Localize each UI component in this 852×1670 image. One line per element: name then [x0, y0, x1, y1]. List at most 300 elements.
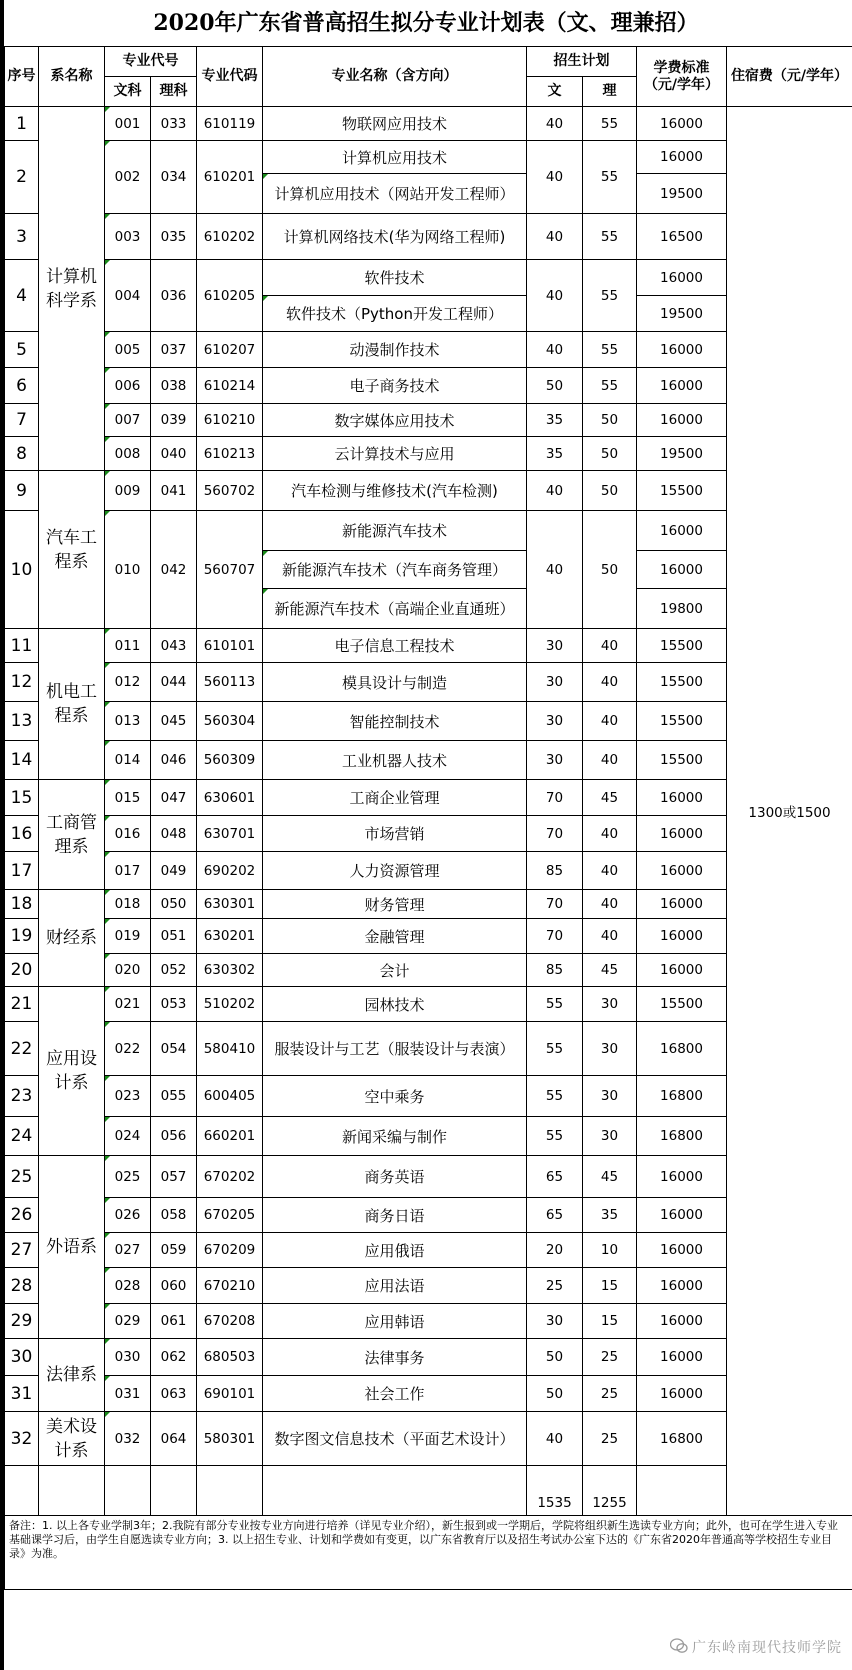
plan-science: 55	[583, 214, 637, 260]
table-row	[5, 702, 852, 741]
major-code: 610119	[197, 107, 263, 141]
science-code: 039	[151, 404, 197, 437]
arts-code: 017	[105, 852, 151, 890]
tuition-fee: 16000	[637, 551, 727, 589]
plan-arts: 40	[527, 471, 583, 511]
plan-science: 55	[583, 141, 637, 214]
plan-arts: 85	[527, 852, 583, 890]
tuition-fee: 16000	[637, 780, 727, 816]
plan-arts: 25	[527, 1268, 583, 1304]
tuition-fee: 16000	[637, 852, 727, 890]
header-tuition: 学费标准（元/学年）	[637, 47, 727, 107]
header-arts: 文科	[105, 77, 151, 107]
tuition-fee: 16000	[637, 919, 727, 954]
plan-science: 30	[583, 1022, 637, 1076]
major-name: 云计算技术与应用	[263, 437, 527, 471]
row-number: 8	[5, 437, 39, 471]
table-row	[5, 663, 852, 702]
tuition-fee: 16800	[637, 1076, 727, 1117]
major-name: 应用俄语	[263, 1233, 527, 1268]
arts-code: 010	[105, 511, 151, 629]
table-row	[5, 780, 852, 816]
tuition-fee: 16000	[637, 141, 727, 174]
header-code-group: 专业代号	[105, 47, 197, 77]
table-row	[5, 1117, 852, 1156]
plan-arts: 70	[527, 890, 583, 919]
empty-cell	[151, 1466, 197, 1516]
department-name: 工商管理系	[39, 780, 105, 890]
plan-science: 50	[583, 511, 637, 629]
major-code: 560309	[197, 741, 263, 780]
science-code: 056	[151, 1117, 197, 1156]
major-code: 610201	[197, 141, 263, 214]
table-row	[5, 107, 852, 141]
row-number: 23	[5, 1076, 39, 1117]
table-row	[5, 437, 852, 471]
row-number: 16	[5, 816, 39, 852]
empty-cell	[105, 1466, 151, 1516]
science-code: 047	[151, 780, 197, 816]
science-code: 049	[151, 852, 197, 890]
dorm-fee: 1300或1500	[727, 107, 852, 1516]
major-name: 新闻采编与制作	[263, 1117, 527, 1156]
tuition-fee: 15500	[637, 471, 727, 511]
plan-arts: 65	[527, 1198, 583, 1233]
major-code: 660201	[197, 1117, 263, 1156]
tuition-fee: 16000	[637, 1339, 727, 1376]
science-code: 059	[151, 1233, 197, 1268]
arts-code: 013	[105, 702, 151, 741]
plan-science: 25	[583, 1339, 637, 1376]
footnote: 备注：1. 以上各专业学制3年；2.我院有部分专业按专业方向进行培养（详见专业介绍），新生报到或一学期后，学院将组织新生选读专业方向；此外，也可在学生进入专业基础课学习后，由学生自愿选读专业方向；3. 以上招生专业、计划和学费如有变更，以广东省教育厅以及招生考试办公室下达的《广东省2020年普通高等学校招生专业目录》为准。	[5, 1516, 852, 1590]
major-code: 600405	[197, 1076, 263, 1117]
arts-code: 004	[105, 260, 151, 332]
plan-arts: 65	[527, 1156, 583, 1198]
major-name: 新能源汽车技术（汽车商务管理）	[263, 551, 527, 589]
table-row	[5, 1198, 852, 1233]
tuition-fee: 16000	[637, 1376, 727, 1412]
major-name: 园林技术	[263, 987, 527, 1022]
row-number: 32	[5, 1412, 39, 1466]
science-code: 064	[151, 1412, 197, 1466]
wechat-icon	[670, 1638, 688, 1658]
row-number: 4	[5, 260, 39, 332]
plan-science: 40	[583, 741, 637, 780]
major-code: 560707	[197, 511, 263, 629]
plan-arts: 85	[527, 954, 583, 987]
tuition-fee: 19800	[637, 589, 727, 629]
plan-science: 40	[583, 816, 637, 852]
major-name: 工业机器人技术	[263, 741, 527, 780]
plan-science: 10	[583, 1233, 637, 1268]
arts-code: 003	[105, 214, 151, 260]
arts-code: 025	[105, 1156, 151, 1198]
major-name: 新能源汽车技术	[263, 511, 527, 551]
major-name: 计算机应用技术	[263, 141, 527, 174]
plan-science: 35	[583, 1198, 637, 1233]
department-name: 财经系	[39, 890, 105, 987]
department-name: 机电工程系	[39, 629, 105, 780]
plan-science: 40	[583, 919, 637, 954]
science-code: 051	[151, 919, 197, 954]
major-name: 会计	[263, 954, 527, 987]
tuition-fee: 16000	[637, 332, 727, 368]
table-body	[5, 47, 852, 1590]
major-name: 计算机网络技术(华为网络工程师)	[263, 214, 527, 260]
science-code: 060	[151, 1268, 197, 1304]
table-row	[5, 404, 852, 437]
tuition-fee: 16000	[637, 1233, 727, 1268]
department-name: 法律系	[39, 1339, 105, 1412]
plan-science: 30	[583, 1117, 637, 1156]
row-number: 6	[5, 368, 39, 404]
arts-code: 031	[105, 1376, 151, 1412]
arts-code: 027	[105, 1233, 151, 1268]
department-name: 计算机科学系	[39, 107, 105, 471]
header-major-name: 专业名称（含方向）	[263, 47, 527, 107]
plan-science: 50	[583, 471, 637, 511]
major-code: 560702	[197, 471, 263, 511]
arts-code: 029	[105, 1304, 151, 1339]
header-plan-arts: 文	[527, 77, 583, 107]
table-row	[5, 1233, 852, 1268]
table-row	[5, 141, 852, 174]
tuition-fee: 15500	[637, 663, 727, 702]
arts-code: 005	[105, 332, 151, 368]
plan-arts: 70	[527, 919, 583, 954]
major-name: 数字媒体应用技术	[263, 404, 527, 437]
tuition-fee: 16000	[637, 1268, 727, 1304]
major-name: 社会工作	[263, 1376, 527, 1412]
header-row	[5, 47, 852, 77]
major-name: 金融管理	[263, 919, 527, 954]
row-number: 18	[5, 890, 39, 919]
plan-science: 55	[583, 107, 637, 141]
major-code: 610202	[197, 214, 263, 260]
plan-arts: 40	[527, 1412, 583, 1466]
tuition-fee: 19500	[637, 296, 727, 332]
major-code: 610207	[197, 332, 263, 368]
major-code: 610101	[197, 629, 263, 663]
row-number: 19	[5, 919, 39, 954]
table-row	[5, 332, 852, 368]
major-code: 670202	[197, 1156, 263, 1198]
row-number: 21	[5, 987, 39, 1022]
major-name: 应用法语	[263, 1268, 527, 1304]
tuition-fee: 16000	[637, 816, 727, 852]
major-name: 法律事务	[263, 1339, 527, 1376]
table-row	[5, 1156, 852, 1198]
major-name: 软件技术（Python开发工程师）	[263, 296, 527, 332]
plan-arts: 50	[527, 1339, 583, 1376]
plan-arts: 30	[527, 1304, 583, 1339]
major-code: 630201	[197, 919, 263, 954]
arts-code: 014	[105, 741, 151, 780]
header-dept: 系名称	[39, 47, 105, 107]
plan-arts: 40	[527, 214, 583, 260]
major-code: 510202	[197, 987, 263, 1022]
row-number: 14	[5, 741, 39, 780]
science-code: 054	[151, 1022, 197, 1076]
plan-science: 30	[583, 1076, 637, 1117]
tuition-fee: 16000	[637, 260, 727, 296]
science-code: 062	[151, 1339, 197, 1376]
tuition-fee: 16000	[637, 368, 727, 404]
science-code: 042	[151, 511, 197, 629]
header-plan: 招生计划	[527, 47, 637, 77]
tuition-fee: 16800	[637, 1022, 727, 1076]
major-name: 应用韩语	[263, 1304, 527, 1339]
row-number: 25	[5, 1156, 39, 1198]
science-code: 033	[151, 107, 197, 141]
arts-code: 015	[105, 780, 151, 816]
plan-science: 25	[583, 1376, 637, 1412]
plan-science: 15	[583, 1268, 637, 1304]
plan-arts: 40	[527, 141, 583, 214]
row-number: 1	[5, 107, 39, 141]
major-name: 物联网应用技术	[263, 107, 527, 141]
major-code: 580301	[197, 1412, 263, 1466]
major-name: 财务管理	[263, 890, 527, 919]
science-code: 036	[151, 260, 197, 332]
row-number: 3	[5, 214, 39, 260]
plan-arts: 70	[527, 816, 583, 852]
table-row	[5, 1268, 852, 1304]
page-title: 2020年广东省普高招生拟分专业计划表（文、理兼招）	[0, 0, 852, 47]
arts-code: 007	[105, 404, 151, 437]
plan-arts: 35	[527, 437, 583, 471]
table-row	[5, 1376, 852, 1412]
arts-code: 008	[105, 437, 151, 471]
plan-arts: 40	[527, 107, 583, 141]
science-code: 050	[151, 890, 197, 919]
arts-code: 021	[105, 987, 151, 1022]
plan-arts: 30	[527, 663, 583, 702]
major-name: 商务英语	[263, 1156, 527, 1198]
science-code: 057	[151, 1156, 197, 1198]
row-number: 26	[5, 1198, 39, 1233]
department-name: 应用设计系	[39, 987, 105, 1156]
major-name: 动漫制作技术	[263, 332, 527, 368]
plan-arts: 55	[527, 1117, 583, 1156]
major-name: 市场营销	[263, 816, 527, 852]
table-row	[5, 1022, 852, 1076]
plan-science: 55	[583, 260, 637, 332]
major-code: 670208	[197, 1304, 263, 1339]
table-row	[5, 954, 852, 987]
plan-science: 50	[583, 437, 637, 471]
major-code: 580410	[197, 1022, 263, 1076]
arts-code: 012	[105, 663, 151, 702]
tuition-fee: 16000	[637, 511, 727, 551]
table-row	[5, 741, 852, 780]
plan-arts: 50	[527, 368, 583, 404]
header-science: 理科	[151, 77, 197, 107]
major-name: 软件技术	[263, 260, 527, 296]
science-code: 043	[151, 629, 197, 663]
row-number: 5	[5, 332, 39, 368]
plan-science: 40	[583, 890, 637, 919]
department-name: 汽车工程系	[39, 471, 105, 629]
major-name: 数字图文信息技术（平面艺术设计）	[263, 1412, 527, 1466]
table-row	[5, 629, 852, 663]
tuition-fee: 15500	[637, 987, 727, 1022]
empty-cell	[263, 1466, 527, 1516]
science-code: 044	[151, 663, 197, 702]
arts-code: 016	[105, 816, 151, 852]
plan-arts: 20	[527, 1233, 583, 1268]
plan-science: 40	[583, 663, 637, 702]
table-row	[5, 214, 852, 260]
plan-science: 50	[583, 404, 637, 437]
major-name: 汽车检测与维修技术(汽车检测)	[263, 471, 527, 511]
major-name: 电子商务技术	[263, 368, 527, 404]
row-number: 29	[5, 1304, 39, 1339]
major-code: 610214	[197, 368, 263, 404]
major-name: 模具设计与制造	[263, 663, 527, 702]
tuition-fee: 16000	[637, 1156, 727, 1198]
science-code: 041	[151, 471, 197, 511]
header-dorm: 住宿费（元/学年）	[727, 47, 852, 107]
major-code: 560113	[197, 663, 263, 702]
major-name: 工商企业管理	[263, 780, 527, 816]
empty-cell	[197, 1466, 263, 1516]
total-arts: 1535	[527, 1466, 583, 1516]
major-name: 智能控制技术	[263, 702, 527, 741]
arts-code: 018	[105, 890, 151, 919]
plan-science: 55	[583, 368, 637, 404]
tuition-fee: 19500	[637, 174, 727, 214]
table-row	[5, 852, 852, 890]
total-science: 1255	[583, 1466, 637, 1516]
table-row	[5, 511, 852, 551]
header-plan-science: 理	[583, 77, 637, 107]
major-name: 人力资源管理	[263, 852, 527, 890]
science-code: 063	[151, 1376, 197, 1412]
science-code: 037	[151, 332, 197, 368]
watermark-text: 广东岭南现代技师学院	[692, 1640, 842, 1656]
tuition-fee: 15500	[637, 741, 727, 780]
science-code: 045	[151, 702, 197, 741]
tuition-fee: 15500	[637, 629, 727, 663]
plan-science: 15	[583, 1304, 637, 1339]
tuition-fee: 16000	[637, 107, 727, 141]
watermark	[670, 1637, 842, 1658]
arts-code: 019	[105, 919, 151, 954]
arts-code: 026	[105, 1198, 151, 1233]
plan-arts: 30	[527, 629, 583, 663]
arts-code: 028	[105, 1268, 151, 1304]
arts-code: 032	[105, 1412, 151, 1466]
tuition-fee: 15500	[637, 702, 727, 741]
plan-arts: 40	[527, 511, 583, 629]
science-code: 040	[151, 437, 197, 471]
table-row	[5, 816, 852, 852]
major-code: 610205	[197, 260, 263, 332]
major-code: 690101	[197, 1376, 263, 1412]
total-row	[5, 1466, 852, 1516]
tuition-fee: 16800	[637, 1117, 727, 1156]
major-name: 服装设计与工艺（服装设计与表演）	[263, 1022, 527, 1076]
arts-code: 022	[105, 1022, 151, 1076]
plan-arts: 30	[527, 702, 583, 741]
row-number: 13	[5, 702, 39, 741]
plan-arts: 40	[527, 332, 583, 368]
major-code: 670205	[197, 1198, 263, 1233]
row-number: 31	[5, 1376, 39, 1412]
department-name: 外语系	[39, 1156, 105, 1339]
major-code: 610213	[197, 437, 263, 471]
major-code: 680503	[197, 1339, 263, 1376]
empty-cell	[637, 1466, 727, 1516]
arts-code: 020	[105, 954, 151, 987]
arts-code: 001	[105, 107, 151, 141]
plan-arts: 50	[527, 1376, 583, 1412]
tuition-fee: 16800	[637, 1412, 727, 1466]
note-row	[5, 1516, 852, 1590]
tuition-fee: 16000	[637, 1304, 727, 1339]
science-code: 038	[151, 368, 197, 404]
major-code: 630302	[197, 954, 263, 987]
row-number: 12	[5, 663, 39, 702]
arts-code: 011	[105, 629, 151, 663]
row-number: 9	[5, 471, 39, 511]
table-row	[5, 260, 852, 296]
major-code: 630701	[197, 816, 263, 852]
row-number: 24	[5, 1117, 39, 1156]
row-number: 2	[5, 141, 39, 214]
table-row	[5, 890, 852, 919]
plan-science: 45	[583, 780, 637, 816]
tuition-fee: 16000	[637, 404, 727, 437]
row-number: 17	[5, 852, 39, 890]
tuition-fee: 16000	[637, 1198, 727, 1233]
major-code: 630301	[197, 890, 263, 919]
science-code: 055	[151, 1076, 197, 1117]
major-name: 电子信息工程技术	[263, 629, 527, 663]
arts-code: 030	[105, 1339, 151, 1376]
plan-science: 45	[583, 954, 637, 987]
tuition-fee: 19500	[637, 437, 727, 471]
empty-cell	[39, 1466, 105, 1516]
department-name: 美术设计系	[39, 1412, 105, 1466]
row-number: 10	[5, 511, 39, 629]
plan-science: 45	[583, 1156, 637, 1198]
arts-code: 009	[105, 471, 151, 511]
empty-cell	[5, 1466, 39, 1516]
table-row	[5, 1076, 852, 1117]
science-code: 035	[151, 214, 197, 260]
table-row	[5, 471, 852, 511]
plan-science: 40	[583, 852, 637, 890]
row-number: 20	[5, 954, 39, 987]
major-name: 商务日语	[263, 1198, 527, 1233]
plan-science: 25	[583, 1412, 637, 1466]
major-code: 670209	[197, 1233, 263, 1268]
row-number: 27	[5, 1233, 39, 1268]
table-row	[5, 1339, 852, 1376]
table-row	[5, 987, 852, 1022]
major-name: 计算机应用技术（网站开发工程师）	[263, 174, 527, 214]
major-code: 630601	[197, 780, 263, 816]
table-row	[5, 1304, 852, 1339]
plan-arts: 70	[527, 780, 583, 816]
science-code: 052	[151, 954, 197, 987]
table-row	[5, 1412, 852, 1466]
plan-arts: 55	[527, 987, 583, 1022]
header-major-code: 专业代码	[197, 47, 263, 107]
tuition-fee: 16000	[637, 890, 727, 919]
